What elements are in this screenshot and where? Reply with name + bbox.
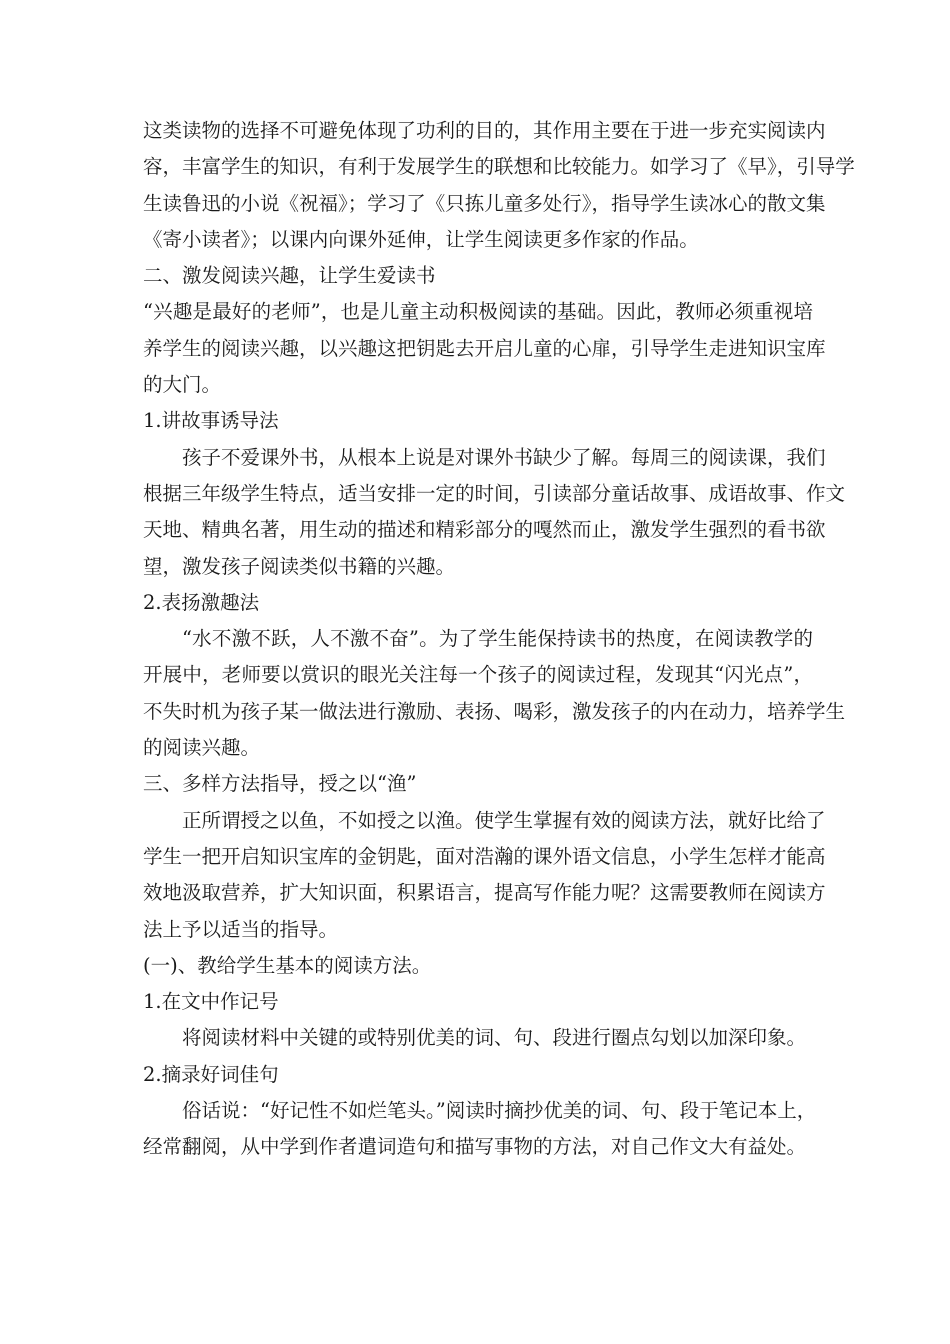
text-line: 经常翻阅，从中学到作者遣词造句和描写事物的方法，对自己作文大有益处。 xyxy=(143,1135,807,1159)
text-line: 的阅读兴趣。 xyxy=(143,736,261,760)
text-line: 容，丰富学生的知识，有利于发展学生的联想和比较能力。如学习了《早》，引导学 xyxy=(143,155,855,179)
text-line: 根据三年级学生特点，适当安排一定的时间，引读部分童话故事、成语故事、作文 xyxy=(143,481,846,505)
text-line: 不失时机为孩子某一做法进行激励、表扬、喝彩，激发孩子的内在动力，培养学生 xyxy=(143,699,846,723)
text-line: 的大门。 xyxy=(143,373,222,397)
text-line: “水不激不跃，人不激不奋”。为了学生能保持读书的热度，在阅读教学的 xyxy=(182,627,813,651)
text-line: 二、激发阅读兴趣，让学生爱读书 xyxy=(143,264,436,288)
text-line: 养学生的阅读兴趣，以兴趣这把钥匙去开启儿童的心扉，引导学生走进知识宝库 xyxy=(143,336,826,360)
text-line: 1.讲故事诱导法 xyxy=(143,409,279,433)
text-line: 生读鲁迅的小说《祝福》；学习了《只拣儿童多处行》，指导学生读冰心的散文集 xyxy=(143,191,826,215)
text-line: (一)、教给学生基本的阅读方法。 xyxy=(143,953,432,977)
text-line: 2.表扬激趣法 xyxy=(143,590,260,614)
text-line: 这类读物的选择不可避免体现了功利的目的，其作用主要在于进一步充实阅读内 xyxy=(143,119,826,142)
text-line: 2.摘录好词佳句 xyxy=(143,1062,279,1086)
text-line: 开展中，老师要以赏识的眼光关注每一个孩子的阅读过程，发现其“闪光点”， xyxy=(143,663,813,687)
text-line: 将阅读材料中关键的或特别优美的词、句、段进行圈点勾划以加深印象。 xyxy=(182,1026,807,1050)
text-line: 学生一把开启知识宝库的金钥匙，面对浩瀚的课外语文信息，小学生怎样才能高 xyxy=(143,844,826,868)
text-line: 天地、精典名著，用生动的描述和精彩部分的嘎然而止，激发学生强烈的看书欲 xyxy=(143,518,826,542)
text-line: 正所谓授之以鱼，不如授之以渔。使学生掌握有效的阅读方法，就好比给了 xyxy=(182,808,826,832)
text-line: 三、多样方法指导，授之以“渔” xyxy=(143,772,417,796)
text-line: 《寄小读者》；以课内向课外延伸，让学生阅读更多作家的作品。 xyxy=(143,227,699,251)
text-line: “兴趣是最好的老师”，也是儿童主动积极阅读的基础。因此，教师必须重视培 xyxy=(143,300,813,324)
text-line: 望，激发孩子阅读类似书籍的兴趣。 xyxy=(143,554,456,578)
document-body xyxy=(143,113,855,1166)
text-line: 孩子不爱课外书，从根本上说是对课外书缺少了解。每周三的阅读课，我们 xyxy=(182,445,826,469)
text-line: 1.在文中作记号 xyxy=(143,990,279,1014)
text-line: 俗话说：“好记性不如烂笔头。”阅读时摘抄优美的词、句、段于笔记本上， xyxy=(182,1099,817,1123)
text-line: 效地汲取营养，扩大知识面，积累语言，提高写作能力呢？这需要教师在阅读方 xyxy=(143,881,826,905)
text-line: 法上予以适当的指导。 xyxy=(143,917,339,941)
